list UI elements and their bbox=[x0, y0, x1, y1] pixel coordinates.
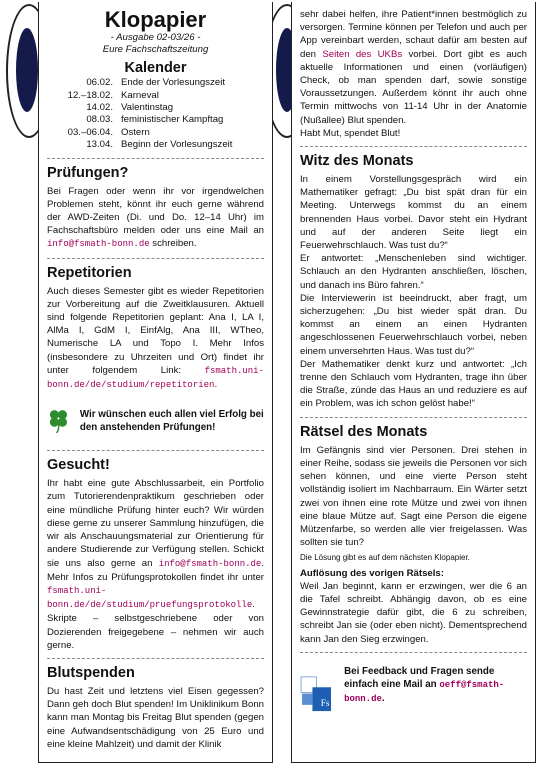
blutspenden-body-end: vorbei. Dort gibt es auch aktuelle Informationen und einen (vorläufigen) Check, ob man spenden darf, sowie sonstige Voraussetzungen. Außerdem könnt ihr auch ohne Termin mittwochs von 11-14 Uhr in der Anatomie (Nußallee) Blut spenden. bbox=[300, 48, 527, 126]
calendar-event: Beginn der Vorlesungszeit bbox=[121, 139, 233, 151]
newsletter-tagline: Eure Fachschaftszeitung bbox=[102, 44, 209, 55]
four-leaf-clover-icon bbox=[47, 398, 70, 444]
newsletter-title: Klopapier bbox=[104, 7, 207, 32]
calendar-event: Ende der Vorlesungszeit bbox=[121, 77, 225, 89]
section-divider bbox=[47, 450, 264, 451]
issue-number: - Ausgabe 02-03/26 - bbox=[110, 32, 201, 43]
exam-wish-text: Wir wünschen euch allen viel Erfolg bei den anstehenden Prüfungen! bbox=[79, 409, 264, 434]
section-divider bbox=[300, 652, 527, 653]
raetsel-prev-heading: Auflösung des vorigen Rätsels: bbox=[300, 567, 444, 579]
section-divider bbox=[47, 258, 264, 259]
blutspenden-text-left: Du hast Zeit und letztens viel Eisen gegessen? Dann geh doch Blut spenden! Im Uniklinikum Bonn kann man Montag bis Freitag Blut spenden (gegen eine Aufwandsentschädigung von 25 Euro und eine kleine Mahlzeit) und damit der Klinik bbox=[47, 685, 264, 750]
protokolle-link[interactable]: fsmath.uni-bonn.de/de/studium/pruefungsprotokolle bbox=[47, 585, 253, 611]
calendar-date: 14.02. bbox=[86, 102, 113, 114]
calendar-event: feministischer Kampftag bbox=[121, 114, 224, 126]
gesucht-body: Ihr habt eine gute Abschlussarbeit, ein Portfolio zum Tutorierendenpraktikum geschrieben oder eine mündliche Prüfung hinter euch? Wir würden diese gerne zu unserer Sammlung hinzufügen, die wir als Anschauungsmaterial zur Orientierung für andere Studierende zur Verfügung stellen. Schickt sie uns also gerne an bbox=[47, 478, 264, 569]
feedback-box bbox=[300, 659, 527, 729]
fachschaft-logo-icon bbox=[300, 659, 332, 729]
feedback-email-link[interactable]: oeff@fsmath-bonn.de bbox=[344, 679, 505, 704]
blutspenden-text-right bbox=[300, 8, 527, 127]
right-column bbox=[291, 2, 536, 763]
gesucht-text bbox=[47, 477, 264, 652]
raetsel-prev-text: Weil Jan beginnt, kann er erzwingen, wer die 6 an die Tafel schreibt. Abhängig davon, ob es eine Gewinnstrategie dafür gibt, die 6 zu schreiben, schreibt Jan sie (oder eben nicht). Dementsprechend kann Jan den Sieg erzwingen. bbox=[300, 580, 527, 645]
section-heading-raetsel: Rätsel des Monats bbox=[300, 423, 428, 440]
witz-paragraph: In einem Vorstellungsgespräch wird ein Mathematiker gefragt: „Du bist spät dran für ein Meeting. Unterwegs kommst du an einem brennenden Haus vorbei. Davor steht ein Hydrant und auf der anderen Seite liegt ein Feuerwehrschlauch. Was tust du?“ bbox=[300, 174, 527, 252]
logo-text: Fs bbox=[320, 698, 330, 709]
left-column bbox=[38, 2, 273, 763]
repetitorien-body: Auch dieses Semester gibt es wieder Repetitorien zur Vorbereitung auf die Zweitklausuren. Aktuell sind folgende Repetitorien geplant: Ana I, LA I, AlMa I, GdM I, EinfAlg, Ana III, WTheo, Numerische LA und Topo I. Mehr Infos (insbesondere zu Uhrzeiten und Ort) findet ihr unter folgendem Link: bbox=[47, 285, 264, 376]
pruefungen-text bbox=[47, 185, 264, 252]
clover-wish-box bbox=[47, 398, 264, 444]
calendar-row bbox=[59, 139, 236, 151]
section-divider bbox=[300, 146, 527, 147]
section-divider bbox=[47, 658, 264, 659]
calendar-event: Ostern bbox=[121, 126, 150, 138]
section-heading-witz: Witz des Monats bbox=[300, 153, 414, 170]
repetitorien-body-end: . bbox=[214, 379, 218, 391]
pruefungen-body-end: schreiben. bbox=[149, 238, 197, 250]
feedback-body: Bei Feedback und Fragen sende einfach eine Mail an bbox=[344, 665, 495, 690]
section-heading-repetitorien: Repetitorien bbox=[47, 264, 132, 281]
calendar-table bbox=[59, 77, 236, 151]
section-divider bbox=[300, 417, 527, 418]
gesucht-body-mid: . Mehr Infos zu Prüfungsprotokollen findet ihr unter bbox=[47, 557, 264, 583]
calendar-heading: Kalender bbox=[124, 60, 187, 76]
calendar-event: Karneval bbox=[121, 89, 159, 101]
witz-paragraph: Die Interviewerin ist beeindruckt, aber fragt, um sicherzugehen: „Du bist wieder spät dran. Du kommst an einem an einen Hydranten angeschlossenen Feuerwehrschlauch vorbei, neben einem unversehrten Haus. Was tust du?“ bbox=[300, 292, 527, 357]
section-heading-pruefungen: Prüfungen? bbox=[47, 164, 129, 181]
gesucht-body-end: . Skripte – selbstgeschriebene oder von Dozierenden freigegebene – nehmen wir auch gerne. bbox=[47, 599, 264, 651]
calendar-date: 06.02. bbox=[86, 77, 113, 89]
email-link[interactable]: info@fsmath-bonn.de bbox=[158, 558, 262, 569]
roll-hole bbox=[16, 28, 38, 112]
feedback-body-end: . bbox=[381, 692, 385, 704]
raetsel-note: Die Lösung gibt es auf dem nächsten Klopapier. bbox=[300, 553, 470, 563]
raetsel-text: Im Gefängnis sind vier Personen. Drei stehen in einer Reihe, sodass sie jeweils die Personen vor sich sehen können, und eine vierte Person steht vollständig isoliert im Nachbarraum. Ein Wärter setzt zwei von ihnen eine rote Mütze und zwei von ihnen eine blaue Mütze auf. Sagt eine Person die eigene Mützenfarbe, so werden alle vier freigelassen. Was sollten sie tun? bbox=[300, 444, 527, 549]
calendar-date: 12.–18.02. bbox=[67, 89, 113, 101]
section-heading-blutspenden: Blutspenden bbox=[47, 664, 135, 681]
calendar-row bbox=[59, 90, 236, 102]
raetsel-prev-title: Auflösung des vorigen Rätsels bbox=[300, 567, 441, 579]
calendar-row bbox=[59, 114, 236, 126]
blutspenden-closing: Habt Mut, spendet Blut! bbox=[300, 127, 401, 139]
repetitorien-link[interactable]: fsmath.uni-bonn.de/de/studium/repetitorien bbox=[47, 365, 264, 391]
witz-paragraph: Der Mathematiker denkt kurz und antwortet: „Ich trenne den Schlauch vom Hydranten, trage ihn über die Straße, zünde das Haus an und reduziere es auf ein Problem, was ich schon gelöst habe!“ bbox=[300, 358, 527, 410]
pruefungen-body: Bei Fragen oder wenn ihr vor irgendwelchen Problemen steht, könnt ihr euch gerne während der AWD-Zeiten (Di. und Do. 12–14 Uhr) im Fachschaftsbüro melden oder uns eine Mail an bbox=[47, 185, 264, 237]
feedback-text bbox=[344, 665, 527, 706]
calendar-date: 13.04. bbox=[86, 139, 113, 151]
ukb-link[interactable]: Seiten des UKBs bbox=[322, 48, 403, 60]
blutspenden-body: sehr dabei helfen, ihre Patient*innen bestmöglich zu versorgen. Termine können per Telefon und auch per App vereinbart werden, schaut dafür am besten auf den bbox=[300, 9, 527, 60]
calendar-date: 03.–06.04. bbox=[67, 126, 113, 138]
calendar-date: 08.03. bbox=[86, 114, 113, 126]
witz-paragraph: Er antwortet: „Menschenleben sind wichtiger. Schlauch an den Hydranten anschließen, löschen, und danach ins Büro fahren.“ bbox=[300, 253, 527, 291]
email-link[interactable]: info@fsmath-bonn.de bbox=[47, 239, 150, 250]
section-divider bbox=[47, 158, 264, 159]
section-heading-gesucht: Gesucht! bbox=[47, 457, 110, 474]
calendar-row bbox=[59, 127, 236, 139]
calendar-row bbox=[59, 102, 236, 114]
repetitorien-text bbox=[47, 285, 264, 393]
calendar-row bbox=[59, 77, 236, 89]
calendar-event: Valentinstag bbox=[121, 102, 174, 114]
